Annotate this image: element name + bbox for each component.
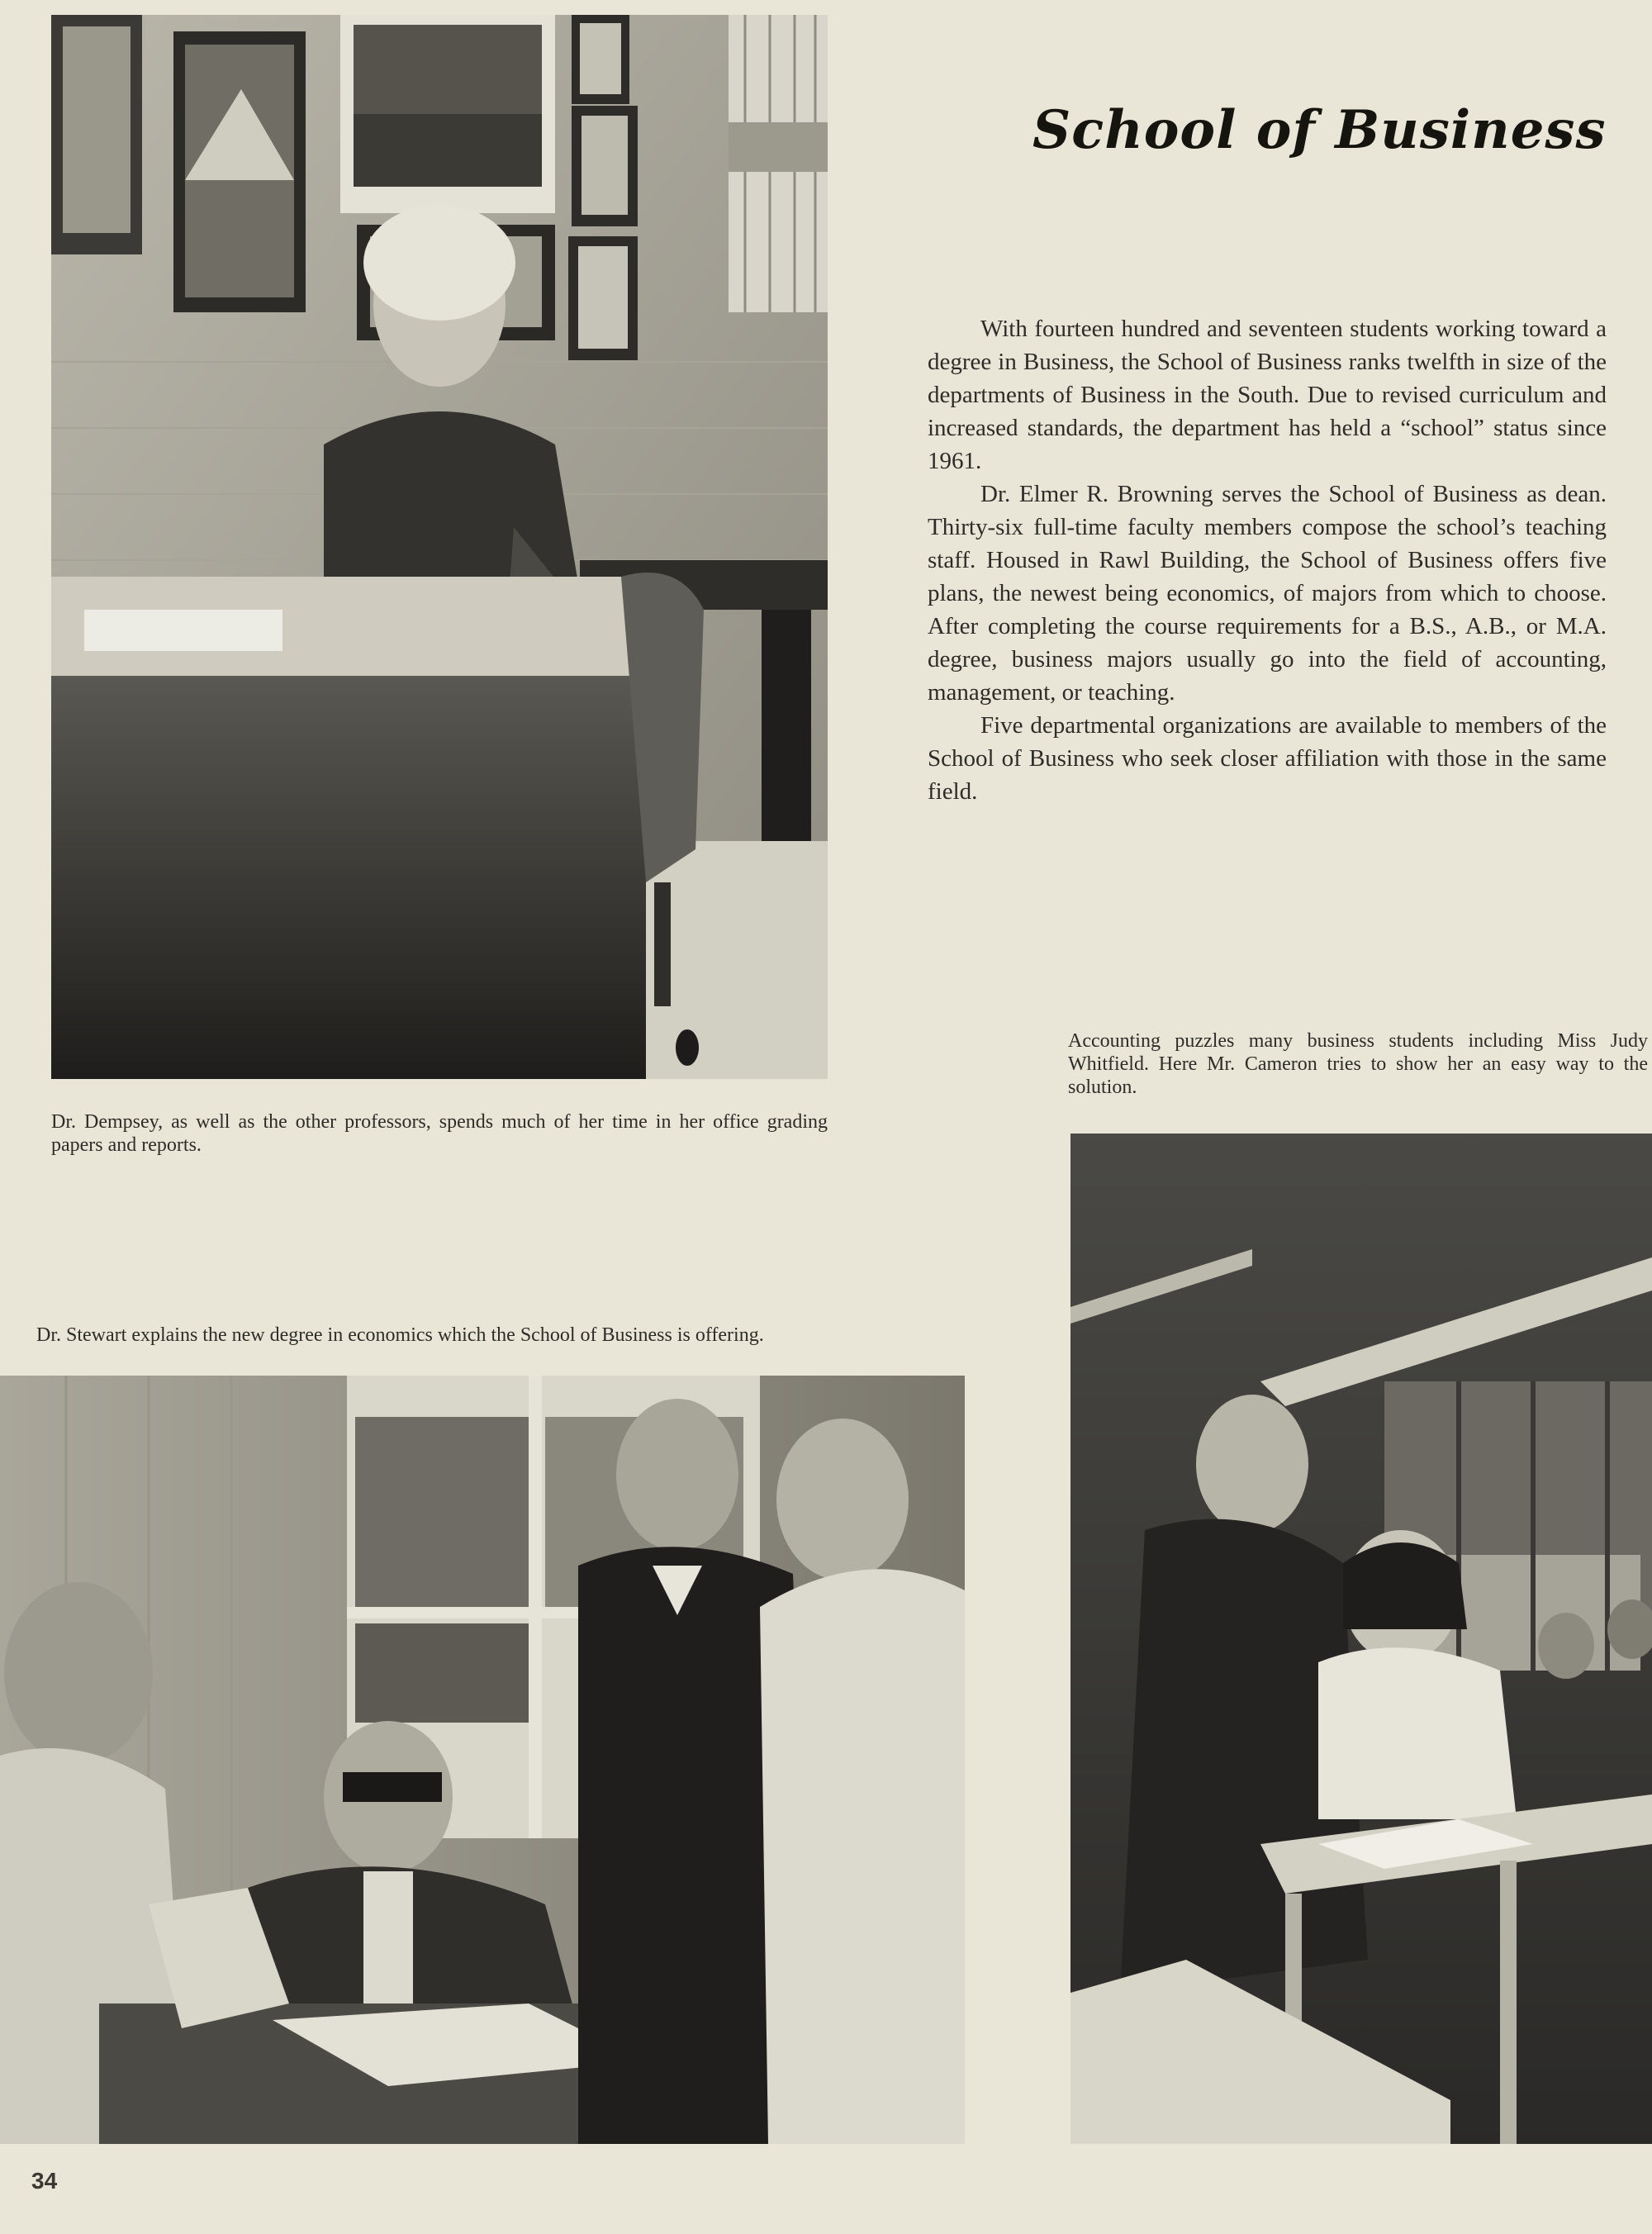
article-body bbox=[928, 312, 1607, 808]
page-number: 34 bbox=[31, 2168, 58, 2194]
article-paragraph: With fourteen hundred and seventeen students working toward a degree in Business, the School of Business ranks twelfth in size of the departments of Business in the South. Due to revised curriculum and increased standards, the department has held a “school” status since 1961. bbox=[928, 316, 1607, 474]
article-paragraph: Five departmental organizations are available to members of the School of Business who seek closer affiliation with those in the same field. bbox=[928, 712, 1607, 805]
caption-stewart: Dr. Stewart explains the new degree in economics which the School of Business is offering. bbox=[36, 1324, 764, 1346]
photo-stewart-students bbox=[0, 1376, 965, 2144]
caption-accounting: Accounting puzzles many business students including Miss Judy Whitfield. Here Mr. Cameron tries to show her an easy way to the solution. bbox=[1068, 1030, 1648, 1098]
photo-accounting-classroom bbox=[1070, 1134, 1652, 2144]
caption-dempsey: Dr. Dempsey, as well as the other professors, spends much of her time in her office grading papers and reports. bbox=[51, 1111, 828, 1156]
article-paragraph: Dr. Elmer R. Browning serves the School of Business as dean. Thirty-six full-time faculty members compose the school’s teaching staff. Housed in Rawl Building, the School of Business offers five plans, the newest being economics, of majors from which to choose. After completing the course requirements for a B.S., A.B., or M.A. degree, business majors usually go into the field of accounting, management, or teaching. bbox=[928, 481, 1607, 706]
photo-dempsey-office bbox=[51, 15, 828, 1079]
page-title: School of Business bbox=[1032, 99, 1607, 161]
